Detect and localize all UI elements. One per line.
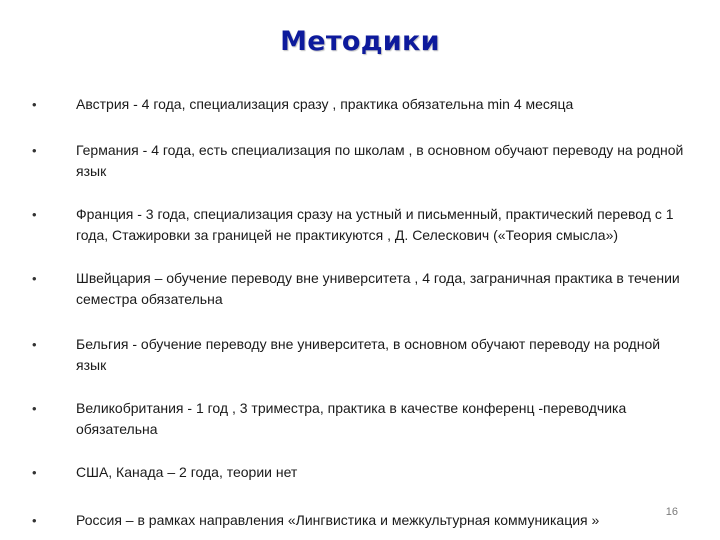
bullet-text: Франция - 3 года, специализация сразу на устный и письменный, практический перевод с 1 года, Стажировки за границей не практикуются , Д. Селескович («Теория смысла») <box>76 206 674 243</box>
bullet-text: Великобритания - 1 год , 3 триместра, практика в качестве конференц -переводчика обязательна <box>76 400 627 437</box>
bullet-marker: • <box>32 97 37 112</box>
bullet-text: Швейцария – обучение переводу вне университета , 4 года, заграничная практика в течении семестра обязательна <box>76 270 680 307</box>
bullet-text: Германия - 4 года, есть специализация по школам , в основном обучают переводу на родной язык <box>76 142 684 179</box>
bullet-marker: • <box>32 271 37 286</box>
page-number: 16 <box>665 506 678 518</box>
bullet-marker: • <box>32 465 37 480</box>
bullet-marker: • <box>32 337 37 352</box>
bullet-marker: • <box>32 143 37 158</box>
bullet-item-belgium <box>32 334 692 376</box>
bullet-item-usa-canada <box>32 462 692 483</box>
bullet-marker: • <box>32 207 37 222</box>
bullet-marker: • <box>32 401 37 416</box>
bullet-item-great-britain <box>32 398 692 440</box>
bullet-item-russia <box>32 510 692 531</box>
bullet-marker: • <box>32 513 37 528</box>
bullet-text: Россия – в рамках направления «Лингвистика и межкультурная коммуникация » <box>76 512 600 528</box>
bullet-item-austria <box>32 94 692 115</box>
slide-title: Методики <box>280 26 440 57</box>
bullet-text: США, Канада – 2 года, теории нет <box>76 464 298 480</box>
bullet-item-france <box>32 204 692 246</box>
bullet-text: Австрия - 4 года, специализация сразу , практика обязательна min 4 месяца <box>76 96 574 112</box>
bullet-item-switzerland <box>32 268 692 310</box>
bullet-text: Бельгия - обучение переводу вне университета, в основном обучают переводу на родной язык <box>76 336 661 373</box>
bullet-item-germany <box>32 140 692 182</box>
